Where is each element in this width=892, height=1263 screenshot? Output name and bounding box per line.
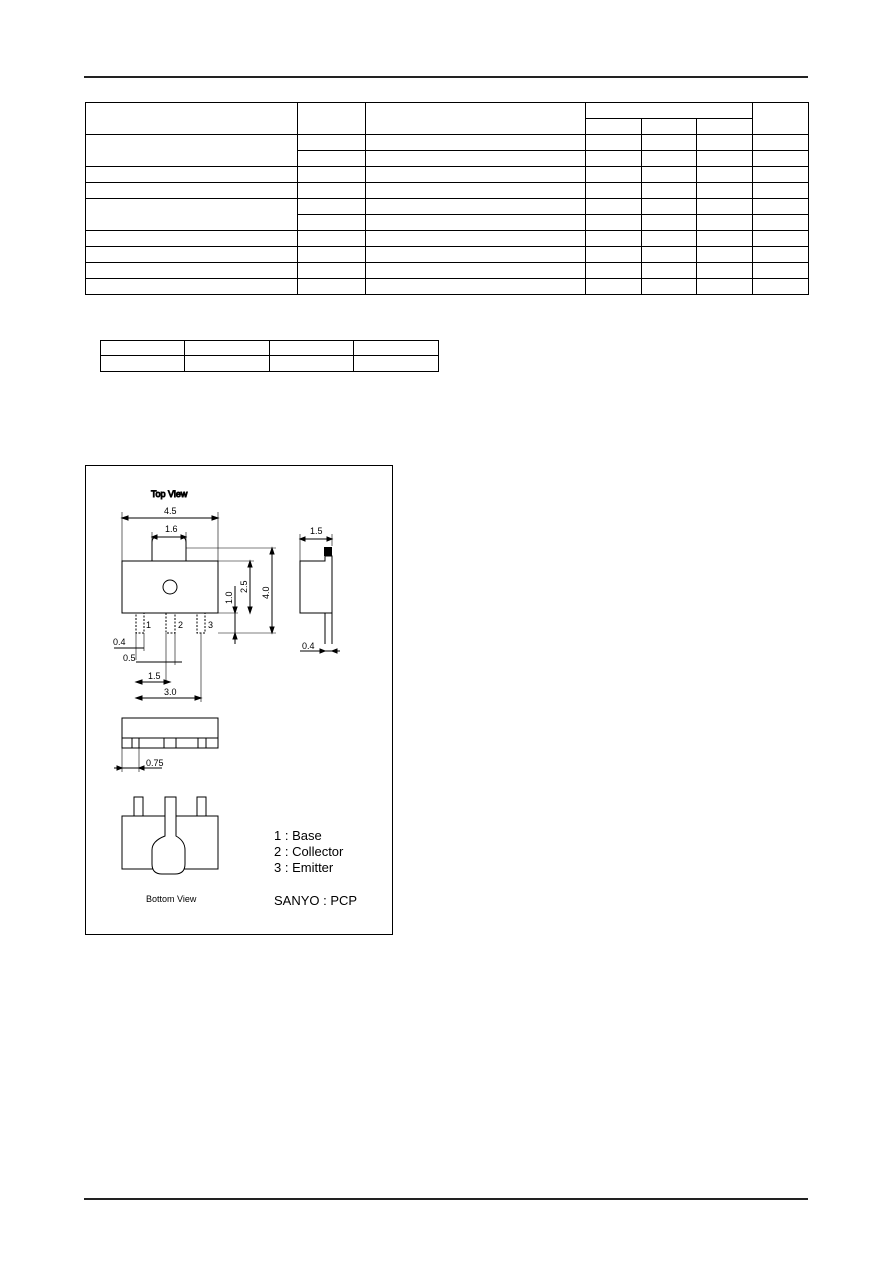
- pin-label-1: 1: [146, 620, 152, 630]
- tab-outline: [152, 537, 186, 561]
- table-row: [86, 183, 809, 199]
- header-ratings-cell: [586, 103, 753, 119]
- header-parameter-cell: [86, 103, 298, 135]
- table-row: [86, 199, 809, 215]
- table-row: [86, 279, 809, 295]
- dim-lead-length: 1.0: [224, 591, 234, 604]
- front-lead-strip: [122, 738, 218, 748]
- header-min-cell: [586, 119, 642, 135]
- lead-1: [136, 613, 144, 633]
- pin-legend-base: 1 : Base: [274, 828, 322, 843]
- bottom-view-label: Bottom View: [146, 894, 197, 904]
- table-row: [86, 167, 809, 183]
- header-symbol-cell: [298, 103, 366, 135]
- dim-front-lead: 0.75: [146, 758, 164, 768]
- bottom-lead-1: [134, 797, 143, 816]
- dim-side-thickness: 1.5: [310, 526, 323, 536]
- dim-side-lead: 0.4: [302, 641, 315, 651]
- header-rule: [84, 76, 808, 78]
- header-unit-cell: [753, 103, 809, 135]
- dim-pitch: 1.5: [148, 671, 161, 681]
- dim-lead-width-center: 0.5: [123, 653, 136, 663]
- body-outline: [122, 561, 218, 613]
- table-row: [101, 356, 439, 372]
- bottom-lead-3: [197, 797, 206, 816]
- lead-3: [197, 613, 205, 633]
- side-body-outline: [300, 556, 332, 613]
- header-conditions-cell: [366, 103, 586, 135]
- pin-label-2: 2: [178, 620, 184, 630]
- bottom-collector-pad: [152, 797, 185, 874]
- electrical-characteristics-table: [85, 102, 809, 295]
- table-header-row: [86, 103, 809, 119]
- dim-width-total: 4.5: [164, 506, 177, 516]
- pin-label-3: 3: [208, 620, 214, 630]
- dim-height-total: 4.0: [261, 586, 271, 599]
- dim-body-height: 2.5: [239, 580, 249, 593]
- table-row: [86, 135, 809, 151]
- pin-legend-collector: 2 : Collector: [274, 844, 344, 859]
- table-row: [86, 247, 809, 263]
- package-name: SANYO : PCP: [274, 893, 358, 908]
- header-typ-cell: [642, 119, 697, 135]
- dim-tab-width: 1.6: [165, 524, 178, 534]
- table-row: [86, 263, 809, 279]
- front-body-outline: [122, 718, 218, 738]
- package-dimensions-box: [85, 465, 393, 935]
- table-row: [101, 341, 439, 356]
- pin-legend-emitter: 3 : Emitter: [274, 860, 334, 875]
- package-outline-drawing: [86, 466, 392, 934]
- side-tab: [324, 547, 332, 556]
- lead-2: [166, 613, 175, 633]
- dim-lead-width: 0.4: [113, 637, 126, 647]
- top-view-label: Top View: [151, 489, 188, 499]
- footer-rule: [84, 1198, 808, 1200]
- dim-span: 3.0: [164, 687, 177, 697]
- header-max-cell: [697, 119, 753, 135]
- mounting-hole: [163, 580, 177, 594]
- rank-classification-table: [100, 340, 439, 372]
- table-row: [86, 231, 809, 247]
